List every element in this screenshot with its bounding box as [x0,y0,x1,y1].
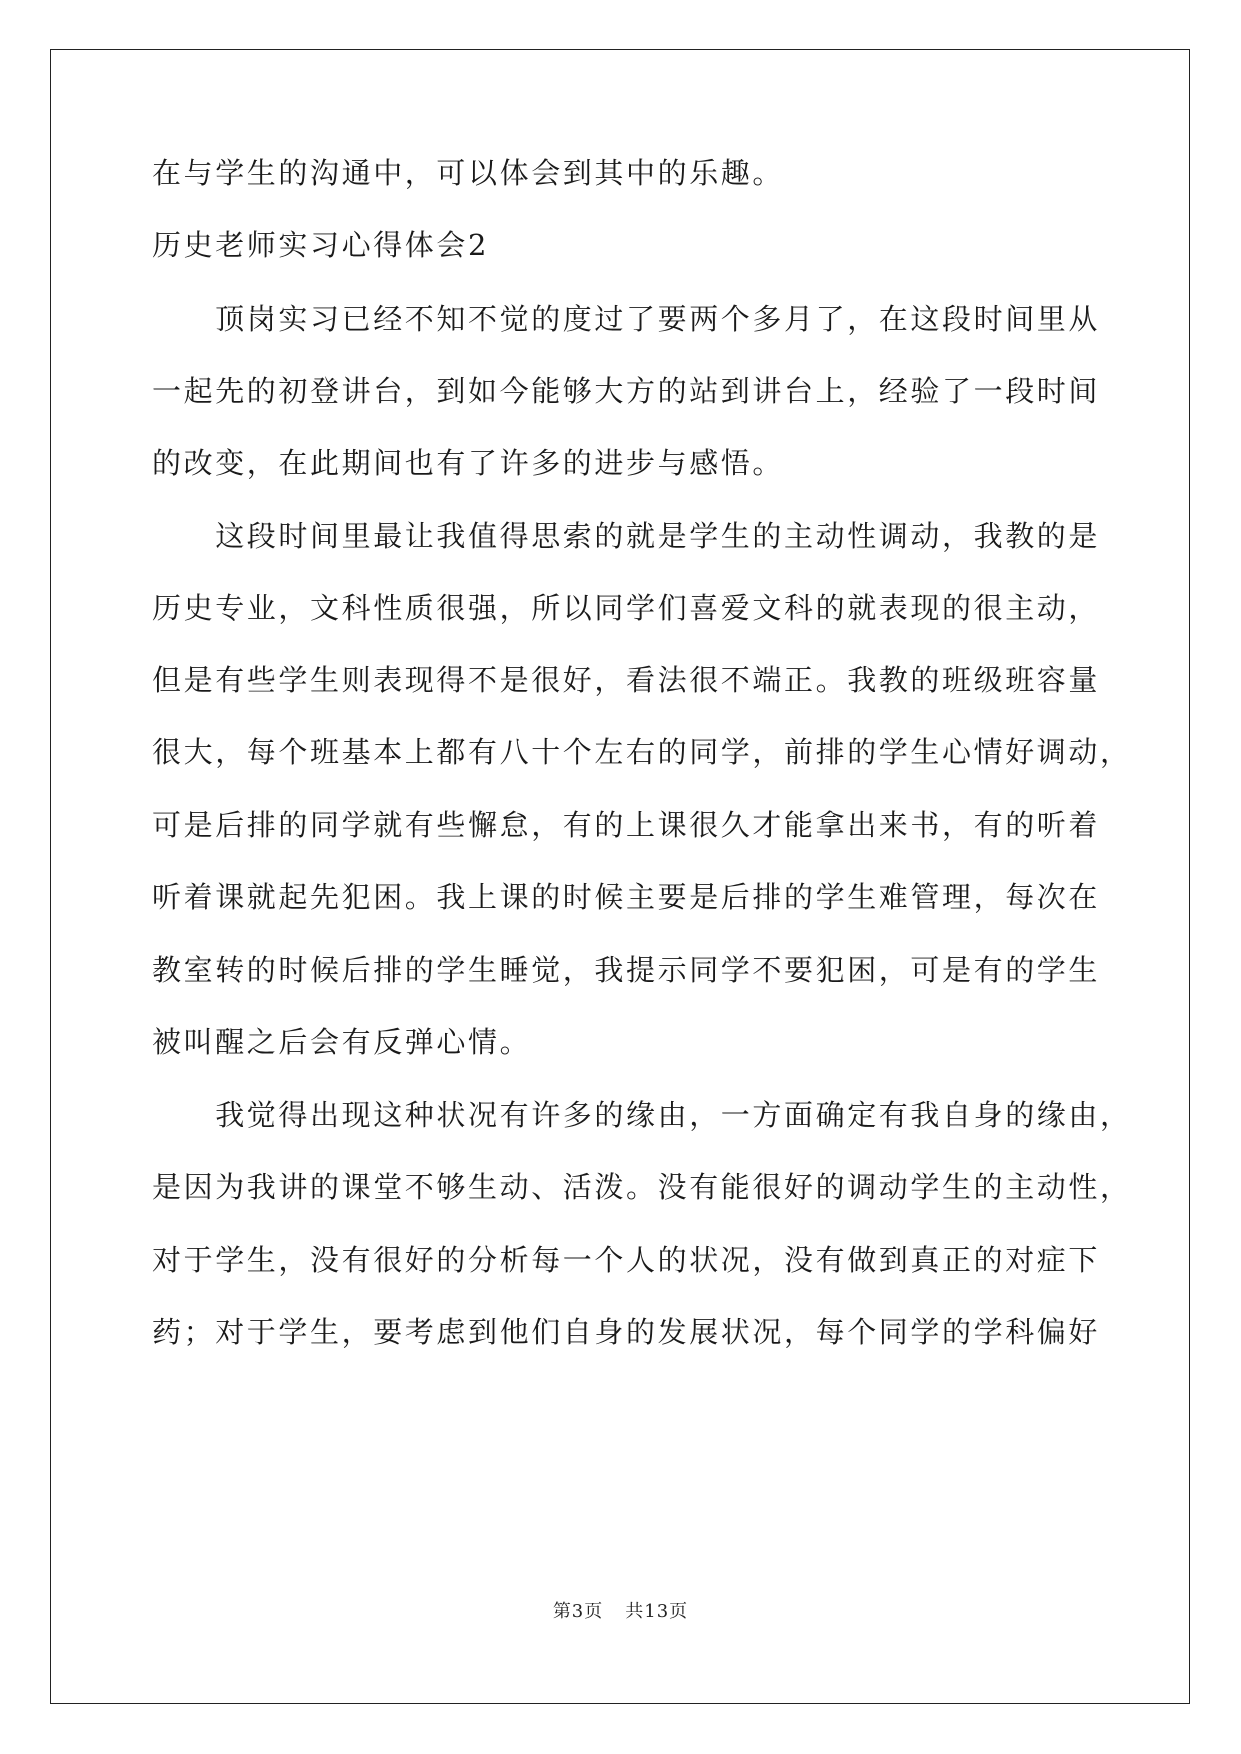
paragraph-line: 顶岗实习已经不知不觉的度过了要两个多月了，在这段时间里从 [152,302,1101,336]
page-total: 共13页 [625,1601,689,1622]
paragraph-line: 的改变，在此期间也有了许多的进步与感悟。 [152,446,785,480]
paragraph-line: 历史专业，文科性质很强，所以同学们喜爱文科的就表现的很主动， [152,591,1101,625]
paragraph-line: 对于学生，没有很好的分析每一个人的状况，没有做到真正的对症下 [152,1243,1101,1277]
paragraph-line: 很大，每个班基本上都有八十个左右的同学，前排的学生心情好调动， [152,735,1132,769]
page-number: 第3页 [552,1601,604,1622]
paragraph-line: 被叫醒之后会有反弹心情。 [152,1025,532,1059]
page-footer [0,1597,1241,1623]
paragraph-line: 药；对于学生，要考虑到他们自身的发展状况，每个同学的学科偏好 [152,1315,1101,1349]
paragraph-line: 听着课就起先犯困。我上课的时候主要是后排的学生难管理，每次在 [152,880,1101,914]
paragraph-line: 教室转的时候后排的学生睡觉，我提示同学不要犯困，可是有的学生 [152,953,1101,987]
paragraph-line: 我觉得出现这种状况有许多的缘由，一方面确定有我自身的缘由， [152,1098,1132,1132]
section-heading: 历史老师实习心得体会2 [152,228,490,262]
paragraph-line: 在与学生的沟通中，可以体会到其中的乐趣。 [152,156,785,190]
paragraph-line: 是因为我讲的课堂不够生动、活泼。没有能很好的调动学生的主动性， [152,1170,1132,1204]
paragraph-line: 一起先的初登讲台，到如今能够大方的站到讲台上，经验了一段时间 [152,374,1101,408]
paragraph-line: 但是有些学生则表现得不是很好，看法很不端正。我教的班级班容量 [152,663,1101,697]
paragraph-line: 这段时间里最让我值得思索的就是学生的主动性调动，我教的是 [152,519,1101,553]
paragraph-line: 可是后排的同学就有些懈怠，有的上课很久才能拿出来书，有的听着 [152,808,1101,842]
